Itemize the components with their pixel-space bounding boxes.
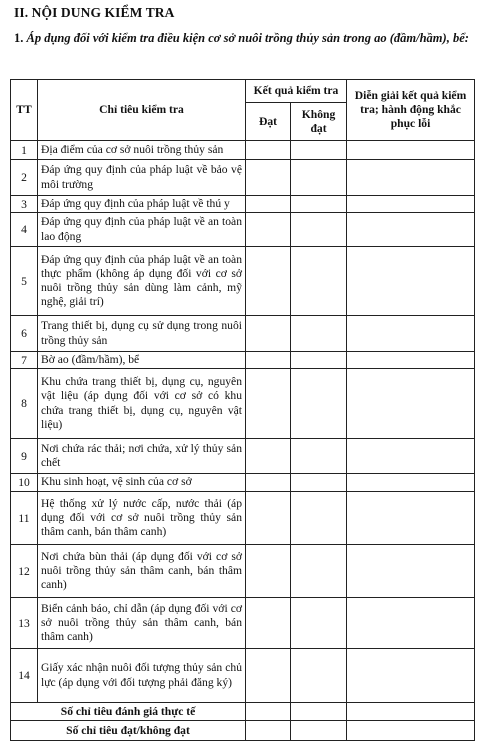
pass-cell[interactable] xyxy=(246,598,291,649)
pass-cell[interactable] xyxy=(246,196,291,213)
table-row xyxy=(11,474,475,492)
pass-cell[interactable] xyxy=(246,492,291,545)
header-fail: Không đạt xyxy=(291,103,347,141)
inspection-table xyxy=(10,79,475,741)
summary-pass-cell[interactable] xyxy=(246,721,291,741)
header-tt: TT xyxy=(11,80,38,141)
fail-cell[interactable] xyxy=(291,649,347,703)
criteria-cell: Địa điểm của cơ sở nuôi trồng thủy sản xyxy=(38,141,246,160)
fail-cell[interactable] xyxy=(291,196,347,213)
row-number: 14 xyxy=(11,649,38,703)
row-number: 7 xyxy=(11,352,38,369)
pass-cell[interactable] xyxy=(246,439,291,474)
fail-cell[interactable] xyxy=(291,545,347,598)
explanation-cell[interactable] xyxy=(347,439,475,474)
summary-explanation-cell[interactable] xyxy=(347,721,475,741)
row-number: 10 xyxy=(11,474,38,492)
fail-cell[interactable] xyxy=(291,352,347,369)
explanation-cell[interactable] xyxy=(347,316,475,352)
explanation-cell[interactable] xyxy=(347,474,475,492)
header-explanation: Diễn giải kết quả kiểm tra; hành động khắc phục lỗi xyxy=(347,80,475,141)
explanation-cell[interactable] xyxy=(347,369,475,439)
criteria-cell: Giấy xác nhận nuôi đối tượng thủy sản chủ lực (áp dụng với đối tượng phải đăng ký) xyxy=(38,649,246,703)
criteria-cell: Bờ ao (đầm/hầm), bể xyxy=(38,352,246,369)
summary-explanation-cell[interactable] xyxy=(347,703,475,721)
explanation-cell[interactable] xyxy=(347,352,475,369)
explanation-cell[interactable] xyxy=(347,649,475,703)
summary-label-pass-fail: Số chỉ tiêu đạt/không đạt xyxy=(11,721,246,741)
explanation-cell[interactable] xyxy=(347,247,475,316)
summary-label-evaluated: Số chỉ tiêu đánh giá thực tế xyxy=(11,703,246,721)
table-row xyxy=(11,439,475,474)
criteria-cell: Đáp ứng quy định của pháp luật về thú y xyxy=(38,196,246,213)
summary-fail-cell[interactable] xyxy=(291,703,347,721)
explanation-cell[interactable] xyxy=(347,213,475,247)
summary-row-evaluated xyxy=(11,703,475,721)
subsection-text: Áp dụng đối với kiểm tra điều kiện cơ sở nuôi trồng thủy sản trong ao (đầm/hầm), bể: xyxy=(26,31,469,45)
row-number: 5 xyxy=(11,247,38,316)
fail-cell[interactable] xyxy=(291,213,347,247)
table-row xyxy=(11,649,475,703)
pass-cell[interactable] xyxy=(246,316,291,352)
summary-row-pass-fail xyxy=(11,721,475,741)
row-number: 8 xyxy=(11,369,38,439)
criteria-cell: Biển cảnh báo, chỉ dẫn (áp dụng đối với cơ sở nuôi trồng thủy sản thâm canh, bán thâm canh) xyxy=(38,598,246,649)
criteria-cell: Trang thiết bị, dụng cụ sử dụng trong nuôi trồng thủy sản xyxy=(38,316,246,352)
row-number: 4 xyxy=(11,213,38,247)
row-number: 13 xyxy=(11,598,38,649)
row-number: 6 xyxy=(11,316,38,352)
table-row xyxy=(11,141,475,160)
criteria-cell: Đáp ứng quy định của pháp luật về an toàn thực phẩm (không áp dụng đối với cơ sở nuôi trồng thủy sản dùng làm cảnh, mỹ nghệ, giải trí) xyxy=(38,247,246,316)
criteria-cell: Nơi chứa bùn thải (áp dụng đối với cơ sở nuôi trồng thủy sản thâm canh, bán thâm canh) xyxy=(38,545,246,598)
table-row xyxy=(11,196,475,213)
criteria-cell: Đáp ứng quy định của pháp luật về an toàn lao động xyxy=(38,213,246,247)
row-number: 1 xyxy=(11,141,38,160)
subsection-number: 1. xyxy=(14,31,24,45)
criteria-cell: Nơi chứa rác thải; nơi chứa, xử lý thủy sản chết xyxy=(38,439,246,474)
criteria-cell: Khu sinh hoạt, vệ sinh của cơ sở xyxy=(38,474,246,492)
pass-cell[interactable] xyxy=(246,369,291,439)
table-row xyxy=(11,369,475,439)
subsection-title xyxy=(14,30,474,47)
explanation-cell[interactable] xyxy=(347,196,475,213)
table-row xyxy=(11,598,475,649)
section-title: II. NỘI DUNG KIỂM TRA xyxy=(14,5,175,20)
summary-pass-cell[interactable] xyxy=(246,703,291,721)
explanation-cell[interactable] xyxy=(347,545,475,598)
pass-cell[interactable] xyxy=(246,649,291,703)
table-row xyxy=(11,545,475,598)
row-number: 2 xyxy=(11,160,38,196)
criteria-cell: Đáp ứng quy định của pháp luật về bảo vệ môi trường xyxy=(38,160,246,196)
table-row xyxy=(11,160,475,196)
fail-cell[interactable] xyxy=(291,160,347,196)
row-number: 9 xyxy=(11,439,38,474)
explanation-cell[interactable] xyxy=(347,598,475,649)
table-row xyxy=(11,352,475,369)
pass-cell[interactable] xyxy=(246,213,291,247)
row-number: 12 xyxy=(11,545,38,598)
row-number: 11 xyxy=(11,492,38,545)
criteria-cell: Khu chứa trang thiết bị, dụng cụ, nguyên vật liệu (áp dụng đối với cơ sở có khu chứa trang thiết bị, dụng cụ, nguyên vật liệu) xyxy=(38,369,246,439)
explanation-cell[interactable] xyxy=(347,160,475,196)
pass-cell[interactable] xyxy=(246,160,291,196)
fail-cell[interactable] xyxy=(291,316,347,352)
table-row xyxy=(11,492,475,545)
explanation-cell[interactable] xyxy=(347,141,475,160)
fail-cell[interactable] xyxy=(291,439,347,474)
header-pass: Đạt xyxy=(246,103,291,141)
table-row xyxy=(11,213,475,247)
pass-cell[interactable] xyxy=(246,545,291,598)
table-row xyxy=(11,316,475,352)
fail-cell[interactable] xyxy=(291,369,347,439)
fail-cell[interactable] xyxy=(291,141,347,160)
fail-cell[interactable] xyxy=(291,598,347,649)
header-result: Kết quả kiểm tra xyxy=(246,80,347,103)
header-criteria: Chỉ tiêu kiểm tra xyxy=(38,80,246,141)
criteria-cell: Hệ thống xử lý nước cấp, nước thải (áp dụng đối với cơ sở nuôi trồng thủy sản thâm canh, bán thâm canh) xyxy=(38,492,246,545)
fail-cell[interactable] xyxy=(291,247,347,316)
summary-fail-cell[interactable] xyxy=(291,721,347,741)
explanation-cell[interactable] xyxy=(347,492,475,545)
pass-cell[interactable] xyxy=(246,352,291,369)
table-row xyxy=(11,247,475,316)
pass-cell[interactable] xyxy=(246,474,291,492)
pass-cell[interactable] xyxy=(246,141,291,160)
pass-cell[interactable] xyxy=(246,247,291,316)
row-number: 3 xyxy=(11,196,38,213)
fail-cell[interactable] xyxy=(291,474,347,492)
fail-cell[interactable] xyxy=(291,492,347,545)
